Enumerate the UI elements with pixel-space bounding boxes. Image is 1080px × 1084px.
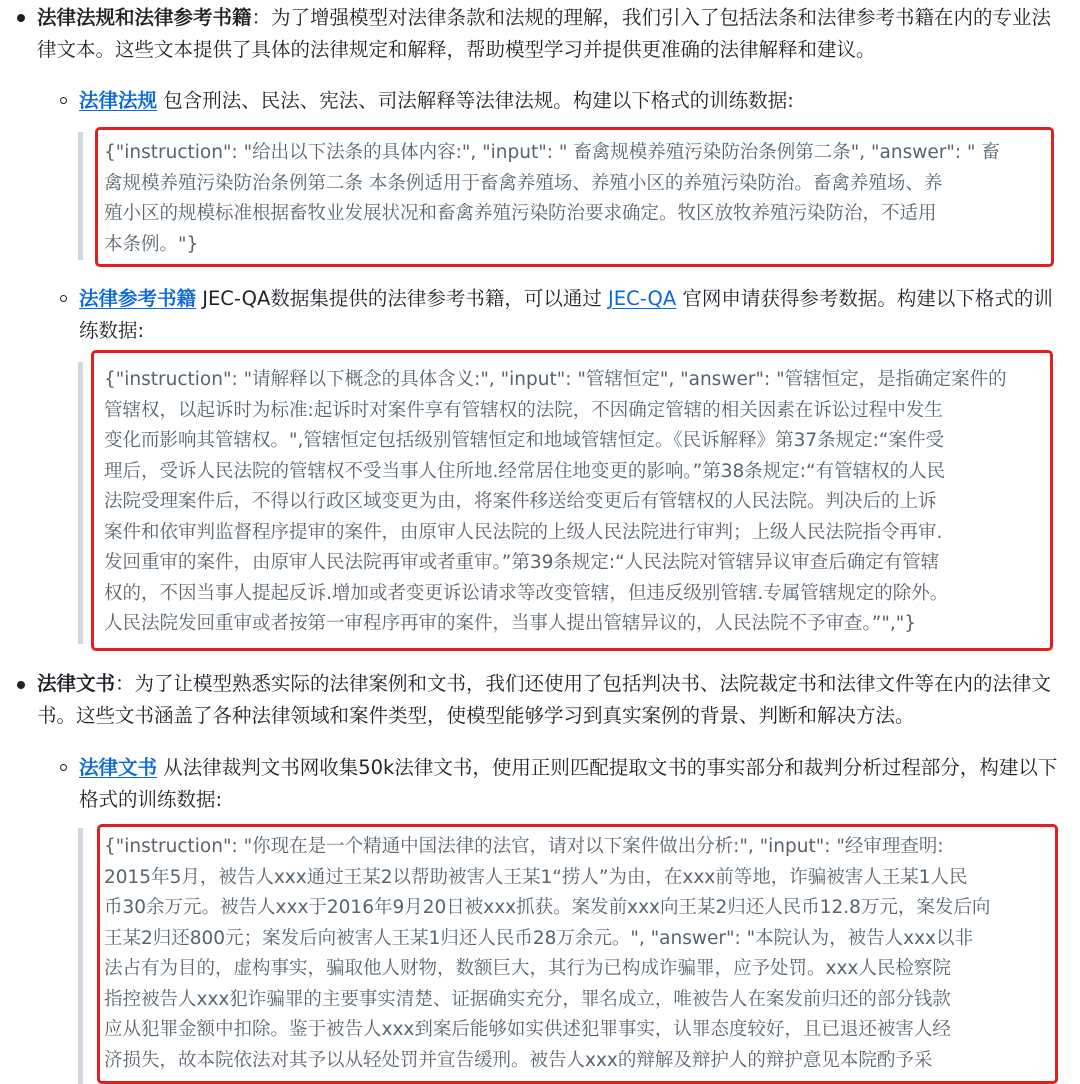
section-1-paragraph <box>37 2 1067 66</box>
sample-legal-documents: {"instruction": "你现在是一个精通中国法律的法官，请对以下案件做出分析:", "input": "经审理查明: 2015年5月，被告人xxx通过王某2以帮助被害人王某1“捞人”为由，在xxx前等地，诈骗被害人王某1人民 币30余万元。被告人xxx于2016年9月20日被xxx抓获。案发前xxx向王某2归还人民币12.8万元，案发后向 王某2归还800元；案发后向被害人王某1归还人民币28万余元。", "answer": "本院认为，被告人xxx以非 法占有为目的，虚构事实，骗取他人财物，数额巨大，其行为已构成诈骗罪，应予处罚。xxx人民检察院 指控被告人xxx犯诈骗罪的主要事实清楚、证据确实充分，罪名成立，唯被告人在案发前归还的部分钱款 应从犯罪金额中扣除。鉴于被告人xxx到案后能够如实供述犯罪事实，认罪态度较好，且已退还被害人经 济损失，故本院依法对其予以从轻处罚并宣告缓刑。被告人xxx的辩解及辩护人的辩护意见本院酌予采 <box>104 836 991 1071</box>
reference-books-text-after: 官网申请获得参考数据。构建以下格式的训练数据: <box>79 287 1053 342</box>
blockquote-bar <box>78 132 83 260</box>
bullet-circle <box>60 97 67 104</box>
reference-books-text-before: JEC-QA数据集提供的法律参考书籍，可以通过 <box>196 287 609 310</box>
law-regulations-link[interactable]: 法律法规 <box>79 89 158 112</box>
section-1-title: 法律法规和法律参考书籍 <box>37 6 252 29</box>
highlight-box <box>97 824 1058 1084</box>
blockquote-bar <box>78 362 83 644</box>
legal-documents-link[interactable]: 法律文书 <box>79 756 158 779</box>
reference-books-link[interactable]: 法律参考书籍 <box>79 287 197 310</box>
highlight-box <box>91 350 1053 651</box>
bullet-circle <box>60 295 67 302</box>
jec-qa-link[interactable]: JEC-QA <box>608 287 677 310</box>
blockquote-bar <box>78 828 83 1084</box>
section-1-text: ：为了增强模型对法律条款和法规的理解，我们引入了包括法条和法律参考书籍在内的专业法律文本。这些文本提供了具体的法律规定和解释，帮助模型学习并提供更准确的法律解释和建议。 <box>37 6 1052 61</box>
sample-law-regulations: {"instruction": "给出以下法条的具体内容:", "input": " 畜禽规模养殖污染防治条例第二条", "answer": " 畜 禽规模养殖污染防治条例第二条 本条例适用于畜禽养殖场、养殖小区的养殖污染防治。畜禽养殖场、养 殖小区的规模标准根据畜牧业发展状况和畜禽养殖污染防治要求确定。牧区放牧养殖污染防治，不适用 本条例。"} <box>104 142 1000 255</box>
item-reference-books <box>79 283 1069 347</box>
item-legal-documents <box>79 752 1069 816</box>
bullet-circle <box>60 764 67 771</box>
sample-reference-books: {"instruction": "请解释以下概念的具体含义:", "input": "管辖恒定", "answer": "管辖恒定，是指确定案件的 管辖权，以起诉时为标准:起诉时对案件享有管辖权的法院，不因确定管辖的相关因素在诉讼过程中发生 变化而影响其管辖权。",管辖恒定包括级别管辖恒定和地域管辖恒定。《民诉解释》第37条规定:“案件受 理后，受诉人民法院的管辖权不受当事人住所地.经常居住地变更的影响。”第38条规定:“有管辖权的人民 法院受理案件后，不得以行政区域变更为由，将案件移送给变更后有管辖权的人民法院。判决后的上诉 案件和依审判监督程序提审的案件，由原审人民法院的上级人民法院进行审判；上级人民法院指令再审. 发回重审的案件，由原审人民法院再审或者重审。”第39条规定:“人民法院对管辖异议审查后确定有管辖 权的，不因当事人提起反诉.增加或者变更诉讼请求等改变管辖，但违反级别管辖.专属管辖规定的除外。 人民法院发回重审或者按第一审程序再审的案件，当事人提出管辖异议的，人民法院不予审查。”","} <box>104 369 1007 634</box>
bullet-disc <box>17 14 25 22</box>
highlight-box <box>95 127 1054 267</box>
section-2-paragraph <box>37 668 1067 732</box>
law-regulations-text: 包含刑法、民法、宪法、司法解释等法律法规。构建以下格式的训练数据: <box>157 89 794 112</box>
bullet-disc <box>17 681 25 689</box>
section-2-text: ：为了让模型熟悉实际的法律案例和文书，我们还使用了包括判决书、法院裁定书和法律文件等在内的法律文书。这些文书涵盖了各种法律领域和案件类型，使模型能够学习到真实案例的背景、判断和解决方法。 <box>37 672 1052 727</box>
item-law-regulations <box>79 85 1069 117</box>
section-2-title: 法律文书 <box>37 672 116 695</box>
legal-documents-text: 从法律裁判文书网收集50k法律文书，使用正则匹配提取文书的事实部分和裁判分析过程部分，构建以下格式的训练数据: <box>79 756 1058 811</box>
